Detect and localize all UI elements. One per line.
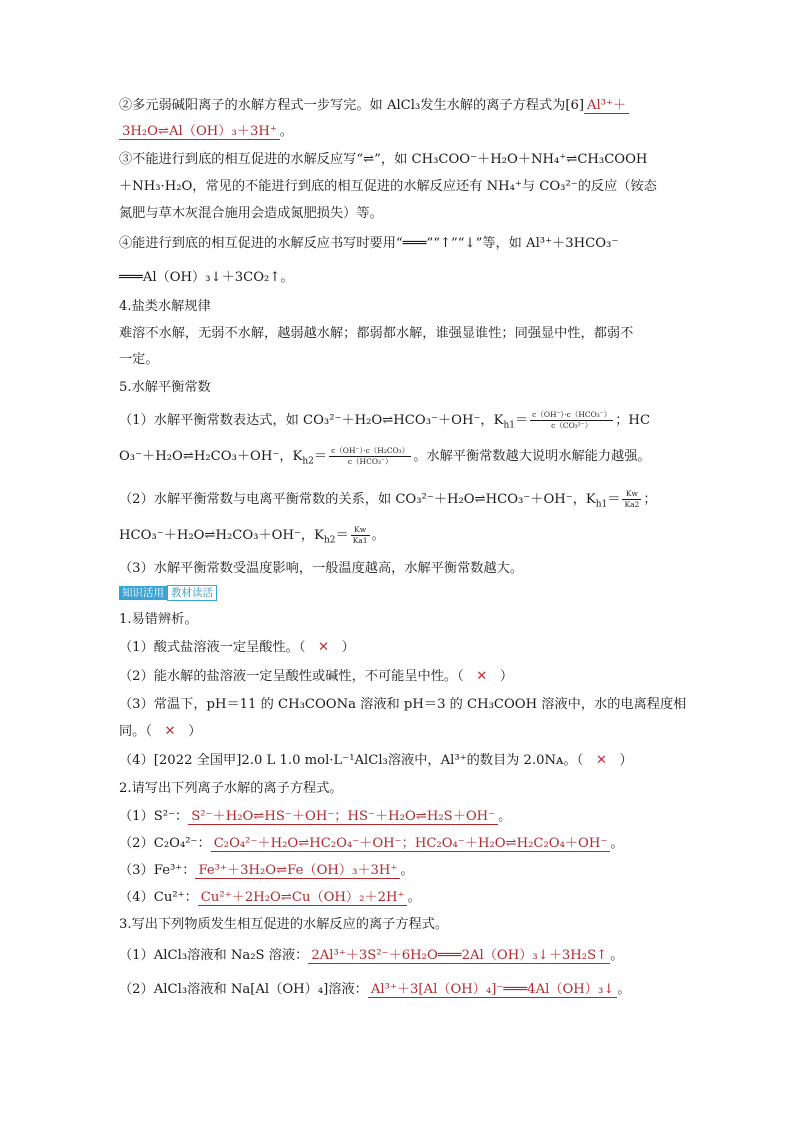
badge-textbook-reading: 教材读活 <box>167 585 217 601</box>
q2-item3: （3）Fe³⁺： Fe³⁺＋3H₂O⇌Fe（OH）₃＋3H⁺ 。 <box>119 863 414 878</box>
section-5-item2-line1: （2）水解平衡常数与电离平衡常数的关系，如 CO₃²⁻＋H₂O⇌HCO₃⁻＋OH⁻，$K_{h1}=$ $\frac{Kw}{Ka2}$ ； <box>119 489 657 510</box>
hydrolysis-rule-3-line3: 氮肥与草木灰混合施用会造成氮肥损失）等。 <box>119 206 383 221</box>
cross-icon: ✕ <box>476 669 488 684</box>
section-5-item3: （3）水解平衡常数受温度影响，一般温度越高，水解平衡常数越大。 <box>119 561 524 576</box>
section-5-item1-line2: O₃⁻＋H₂O⇌H₂CO₃＋OH⁻，$K_{h2}=$ $\frac{\text{c（OH⁻）·c（H₂CO₃）}}{\text{c（HCO₃⁻）}}$ 。水解平衡常数越大说明水解能力越强。 <box>119 446 651 467</box>
answer-blank: Al³⁺＋3[Al（OH）₄]⁻═══4Al（OH）₃↓ <box>368 982 618 998</box>
hydrolysis-rule-4-line1: ④能进行到底的相互促进的水解反应书写时要用“═══”“↑”“↓”等，如 Al³⁺＋3HCO₃⁻ <box>119 236 619 251</box>
answer-blank: 3H₂O⇌Al（OH）₃＋3H⁺ <box>119 124 280 140</box>
q1-item3-line1: （3）常温下，pH＝11 的 CH₃COONa 溶液和 pH＝3 的 CH₃COOH 溶液中，水的电离程度相 <box>119 697 687 712</box>
section-badges <box>119 585 217 601</box>
section-5-title: 5.水解平衡常数 <box>119 380 211 395</box>
q3-title: 3.写出下列物质发生相互促进的水解反应的离子方程式。 <box>119 917 449 932</box>
hydrolysis-rule-4-line2: ═══Al（OH）₃↓＋3CO₂↑。 <box>119 270 294 285</box>
section-4-text-line2: 一定。 <box>119 352 159 367</box>
q2-item2: （2）C₂O₄²⁻： C₂O₄²⁻＋H₂O⇌HC₂O₄⁻＋OH⁻；HC₂O₄⁻＋H₂O⇌H₂C₂O₄＋OH⁻ 。 <box>119 836 624 851</box>
answer-blank: S²⁻＋H₂O⇌HS⁻＋OH⁻；HS⁻＋H₂O⇌H₂S＋OH⁻ <box>188 809 498 825</box>
section-4-title: 4.盐类水解规律 <box>119 299 211 314</box>
hydrolysis-rule-2: ②多元弱碱阳离子的水解方程式一步写完。如 AlCl₃发生水解的离子方程式为[6] Al³⁺＋ <box>119 96 629 116</box>
answer-blank: Cu²⁺＋2H₂O⇌Cu（OH）₂＋2H⁺ <box>198 890 408 906</box>
q2-title: 2.请写出下列离子水解的离子方程式。 <box>119 781 343 796</box>
q1-title: 1.易错辨析。 <box>119 612 198 627</box>
q2-item1: （1）S²⁻： S²⁻＋H₂O⇌HS⁻＋OH⁻；HS⁻＋H₂O⇌H₂S＋OH⁻ 。 <box>119 809 512 824</box>
q1-item4: （4）[2022 全国甲]2.0 L 1.0 mol·L⁻¹AlCl₃溶液中，Al³⁺的数目为 2.0Nᴀ。（ ✕ ） <box>119 753 633 768</box>
q3-item1: （1）AlCl₃溶液和 Na₂S 溶液： 2Al³⁺＋3S²⁻＋6H₂O═══2Al（OH）₃↓＋3H₂S↑ 。 <box>119 948 624 963</box>
answer-blank: 2Al³⁺＋3S²⁻＋6H₂O═══2Al（OH）₃↓＋3H₂S↑ <box>308 948 610 964</box>
section-5-item1-line1: （1）水解平衡常数表达式，如 CO₃²⁻＋H₂O⇌HCO₃⁻＋OH⁻，$K_{h1}=$ $\frac{\text{c（OH⁻）·c（HCO₃⁻）}}{\text{c（CO₃²⁻）}}$ ；HC <box>119 410 651 431</box>
cross-icon: ✕ <box>164 724 176 739</box>
kw-ka2-formula: $\frac{Kw}{Ka2}$ <box>624 489 640 509</box>
badge-knowledge-use: 知识活用 <box>119 586 167 600</box>
hydrolysis-rule-3-line1: ③不能进行到底的相互促进的水解反应写“⇌”，如 CH₃COO⁻＋H₂O＋NH₄⁺⇌CH₃COOH <box>119 152 648 167</box>
q1-item3-line2: 同。（ ✕ ） <box>119 724 202 739</box>
cross-icon: ✕ <box>318 640 330 655</box>
kh2-formula: $\frac{\text{c（OH⁻）·c（H₂CO₃）}}{\text{c（HCO₃⁻）}}$ <box>331 446 410 466</box>
kh1-formula: $\frac{\text{c（OH⁻）·c（HCO₃⁻）}}{\text{c（CO₃²⁻）}}$ <box>532 410 612 430</box>
section-5-item2-line2: HCO₃⁻＋H₂O⇌H₂CO₃＋OH⁻，$K_{h2}=$ $\frac{Kw}{Ka1}$ 。 <box>119 525 385 546</box>
cross-icon: ✕ <box>595 753 607 768</box>
kw-ka1-formula: $\frac{Kw}{Ka1}$ <box>352 525 368 545</box>
q1-item2: （2）能水解的盐溶液一定呈酸性或碱性，不可能呈中性。（ ✕ ） <box>119 669 514 684</box>
answer-blank: Fe³⁺＋3H₂O⇌Fe（OH）₃＋3H⁺ <box>195 863 400 879</box>
answer-blank: C₂O₄²⁻＋H₂O⇌HC₂O₄⁻＋OH⁻；HC₂O₄⁻＋H₂O⇌H₂C₂O₄＋OH⁻ <box>211 836 611 852</box>
q2-item4: （4）Cu²⁺： Cu²⁺＋2H₂O⇌Cu（OH）₂＋2H⁺ 。 <box>119 890 421 905</box>
hydrolysis-rule-2-cont: 3H₂O⇌Al（OH）₃＋3H⁺ 。 <box>119 122 293 142</box>
q1-item1: （1）酸式盐溶液一定呈酸性。（ ✕ ） <box>119 640 355 655</box>
hydrolysis-rule-3-line2: ＋NH₃·H₂O，常见的不能进行到底的相互促进的水解反应还有 NH₄⁺与 CO₃²⁻的反应（铵态 <box>119 179 657 194</box>
q3-item2: （2）AlCl₃溶液和 Na[Al（OH）₄]溶液： Al³⁺＋3[Al（OH）₄]⁻═══4Al（OH）₃↓ 。 <box>119 982 631 997</box>
answer-blank: Al³⁺＋ <box>584 98 629 114</box>
section-4-text-line1: 难溶不水解，无弱不水解，越弱越水解；都弱都水解，谁强显谁性；同强显中性，都弱不 <box>119 326 634 341</box>
